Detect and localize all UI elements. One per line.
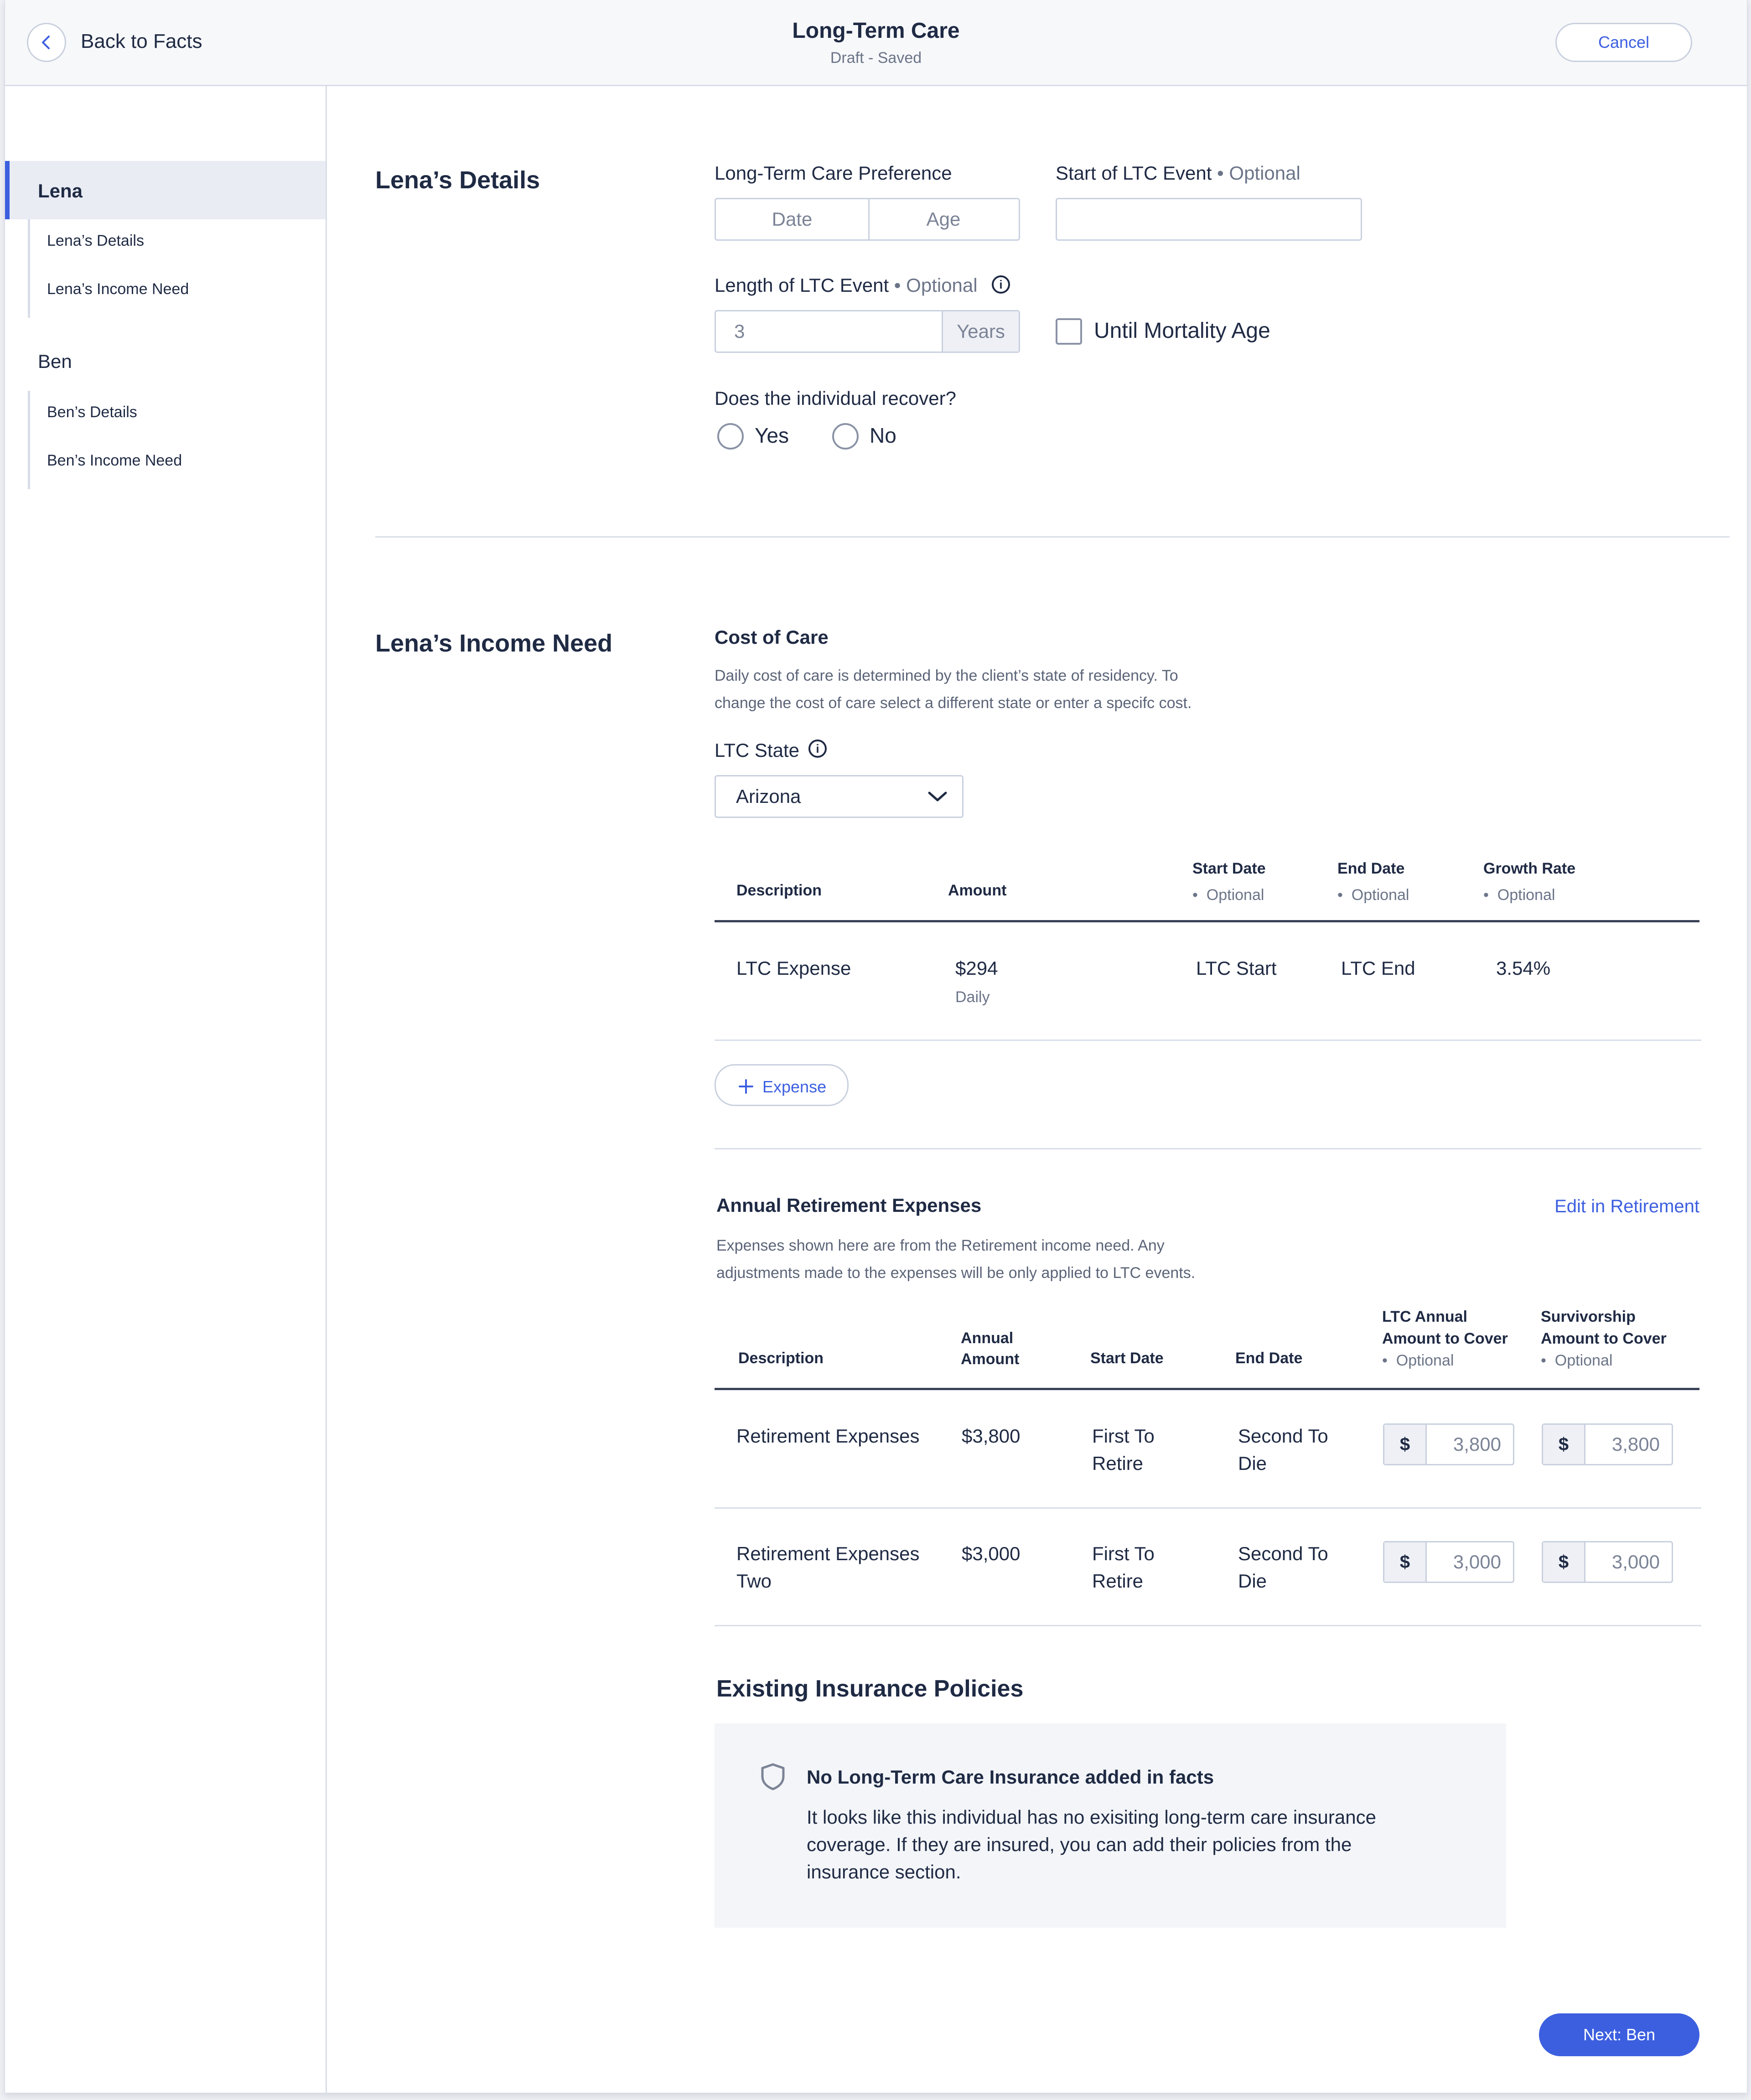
sidebar-item-ben-income-need[interactable]: Ben’s Income Need [47, 452, 182, 469]
optional-tag: • Optional [894, 274, 978, 296]
ltc-amount-input[interactable] [1383, 1541, 1514, 1583]
row-text-line: Die [1238, 1570, 1267, 1592]
card-text-line: It looks like this individual has no exisiting long-term care insurance [807, 1806, 1376, 1828]
row-text-line: First To [1092, 1543, 1155, 1564]
cost-desc-line: change the cost of care select a different state or enter a specifc cost. [715, 694, 1192, 712]
optional-tag: Optional [1351, 886, 1409, 904]
header-optional: • Optional [1541, 1352, 1613, 1369]
start-ltc-input[interactable] [1056, 198, 1362, 241]
recover-yes-label[interactable]: Yes [755, 424, 789, 447]
cancel-button[interactable]: Cancel [1555, 23, 1692, 62]
until-mortality-checkbox[interactable] [1056, 318, 1082, 345]
preference-date-option[interactable]: Date [716, 199, 870, 239]
app-window [5, 0, 1747, 2093]
details-section-title: Lena’s Details [375, 166, 540, 194]
recover-no-radio[interactable] [832, 423, 859, 450]
length-unit-addon: Years [942, 311, 1019, 352]
length-ltc-input[interactable] [715, 310, 1020, 353]
card-text-line: coverage. If they are insured, you can add their policies from the [807, 1834, 1352, 1855]
info-icon[interactable]: i [808, 740, 827, 758]
header-line: Amount [961, 1350, 1020, 1368]
row-divider [715, 1040, 1701, 1041]
col-header-description: Description [736, 882, 822, 899]
currency-addon: $ [1384, 1425, 1427, 1464]
sidebar-divider [28, 219, 30, 318]
col-header-growth-rate: Growth Rate [1483, 860, 1576, 877]
retirement-desc-line: Expenses shown here are from the Retirement income need. Any [716, 1237, 1165, 1254]
table-row-amount: $3,000 [962, 1543, 1021, 1564]
table-row-end [1238, 1540, 1328, 1595]
header-line: Amount to Cover [1541, 1330, 1667, 1347]
sidebar-divider [28, 391, 30, 489]
row-text-line: Retirement Expenses [736, 1543, 920, 1564]
start-ltc-label [1056, 162, 1300, 184]
expense-start: LTC Start [1196, 957, 1277, 979]
sidebar-item-lena-income-need[interactable]: Lena’s Income Need [47, 280, 189, 298]
cost-of-care-title: Cost of Care [715, 626, 829, 648]
table-header-rule [715, 1388, 1699, 1390]
optional-tag: Optional [1497, 886, 1555, 904]
row-text-line: Second To [1238, 1543, 1328, 1564]
header-line: Annual [961, 1329, 1014, 1347]
ret-col-description: Description [738, 1350, 824, 1367]
row-text-line: Retirement Expenses [736, 1425, 920, 1447]
ret-col-survivorship-amount [1541, 1306, 1667, 1371]
recover-question: Does the individual recover? [715, 388, 956, 409]
sidebar-person-lena[interactable]: Lena [38, 180, 83, 202]
sidebar-item-ben-details[interactable]: Ben’s Details [47, 403, 137, 421]
edit-in-retirement-link[interactable]: Edit in Retirement [1554, 1196, 1699, 1216]
header-line: Amount to Cover [1382, 1330, 1508, 1347]
currency-addon: $ [1543, 1425, 1585, 1464]
plus-icon [739, 1079, 753, 1094]
expense-amount: $294 [955, 957, 998, 979]
row-text-line: First To [1092, 1425, 1155, 1447]
insurance-section-title: Existing Insurance Policies [716, 1676, 1024, 1702]
optional-tag: Optional [1554, 1352, 1613, 1369]
header-optional: • Optional [1382, 1352, 1454, 1369]
length-ltc-label [715, 274, 978, 296]
ltc-amount-value: 3,800 [1453, 1433, 1501, 1455]
currency-addon: $ [1384, 1542, 1427, 1582]
cost-desc-line: Daily cost of care is determined by the client’s state of residency. To [715, 667, 1178, 684]
retirement-description [716, 1232, 1195, 1287]
table-row-end [1238, 1422, 1328, 1477]
length-ltc-value: 3 [734, 321, 745, 342]
length-ltc-label-text: Length of LTC Event [715, 274, 889, 296]
until-mortality-label[interactable]: Until Mortality Age [1094, 319, 1270, 343]
col-header-start-optional: • Optional [1192, 886, 1264, 904]
col-header-end-optional: • Optional [1337, 886, 1409, 904]
ltc-amount-value: 3,000 [1453, 1551, 1501, 1572]
ltc-state-select[interactable] [715, 775, 964, 818]
row-text-line: Retire [1092, 1570, 1144, 1592]
col-header-start-date: Start Date [1192, 860, 1266, 877]
table-row-start [1092, 1422, 1155, 1477]
row-divider [715, 1507, 1701, 1509]
optional-tag: • Optional [1217, 162, 1300, 184]
add-expense-label: Expense [762, 1077, 827, 1096]
row-divider [715, 1625, 1701, 1626]
row-text-line: Retire [1092, 1453, 1144, 1474]
table-row-amount: $3,800 [962, 1425, 1021, 1447]
header-line: LTC Annual [1382, 1308, 1467, 1325]
chevron-down-icon [927, 789, 948, 804]
survivorship-amount-value: 3,800 [1611, 1433, 1660, 1455]
next-button[interactable]: Next: Ben [1539, 2013, 1699, 2056]
preference-label: Long-Term Care Preference [715, 162, 952, 184]
section-divider [375, 536, 1730, 538]
retirement-expenses-title: Annual Retirement Expenses [716, 1195, 982, 1216]
ltc-amount-input[interactable] [1383, 1423, 1514, 1465]
ret-col-end-date: End Date [1235, 1350, 1303, 1367]
ret-col-start-date: Start Date [1090, 1350, 1164, 1367]
survivorship-amount-value: 3,000 [1611, 1551, 1660, 1572]
survivorship-amount-input[interactable] [1542, 1541, 1673, 1583]
preference-age-option[interactable]: Age [926, 208, 961, 230]
no-insurance-card [715, 1723, 1506, 1928]
expense-description: LTC Expense [736, 957, 851, 979]
row-text-line: Two [736, 1570, 772, 1592]
preference-toggle [715, 198, 1020, 241]
expense-end: LTC End [1341, 957, 1415, 979]
optional-tag: Optional [1396, 1352, 1454, 1369]
save-status: Draft - Saved [830, 49, 922, 67]
section-divider [715, 1148, 1701, 1149]
header-line: Survivorship [1541, 1308, 1636, 1325]
recover-yes-radio[interactable] [717, 423, 744, 450]
currency-addon: $ [1543, 1542, 1585, 1582]
page-title: Long-Term Care [792, 19, 960, 43]
shield-icon [760, 1763, 786, 1791]
table-row-description [736, 1422, 920, 1450]
retirement-desc-line: adjustments made to the expenses will be only applied to LTC events. [716, 1264, 1196, 1282]
cost-of-care-description [715, 662, 1192, 717]
sidebar-person-ben[interactable]: Ben [38, 351, 72, 372]
card-text-line: insurance section. [807, 1861, 961, 1883]
col-header-growth-optional: • Optional [1483, 886, 1555, 904]
start-ltc-label-text: Start of LTC Event [1056, 162, 1212, 184]
sidebar-item-lena-details[interactable]: Lena’s Details [47, 232, 144, 249]
income-section-title: Lena’s Income Need [375, 630, 613, 657]
no-insurance-text [807, 1804, 1376, 1886]
table-row-start [1092, 1540, 1155, 1595]
survivorship-amount-input[interactable] [1542, 1423, 1673, 1465]
optional-tag: Optional [1206, 886, 1264, 904]
col-header-end-date: End Date [1337, 860, 1405, 877]
no-insurance-title: No Long-Term Care Insurance added in facts [807, 1766, 1214, 1788]
ltc-state-value: Arizona [736, 786, 801, 807]
add-expense-button[interactable] [715, 1064, 849, 1106]
ret-col-annual-amount [961, 1328, 1019, 1370]
recover-no-label[interactable]: No [870, 424, 896, 447]
back-to-facts-link[interactable]: Back to Facts [81, 30, 202, 52]
col-header-amount: Amount [948, 882, 1007, 899]
table-header-rule [715, 920, 1699, 922]
row-text-line: Die [1238, 1453, 1267, 1474]
top-header [5, 0, 1747, 86]
sidebar [5, 86, 327, 2093]
table-row-description [736, 1540, 920, 1595]
row-text-line: Second To [1238, 1425, 1328, 1447]
info-icon[interactable]: i [992, 275, 1010, 294]
ret-col-ltc-amount [1382, 1306, 1508, 1371]
ltc-state-label: LTC State [715, 740, 799, 761]
expense-growth: 3.54% [1496, 957, 1551, 979]
expense-amount-frequency: Daily [955, 988, 990, 1006]
